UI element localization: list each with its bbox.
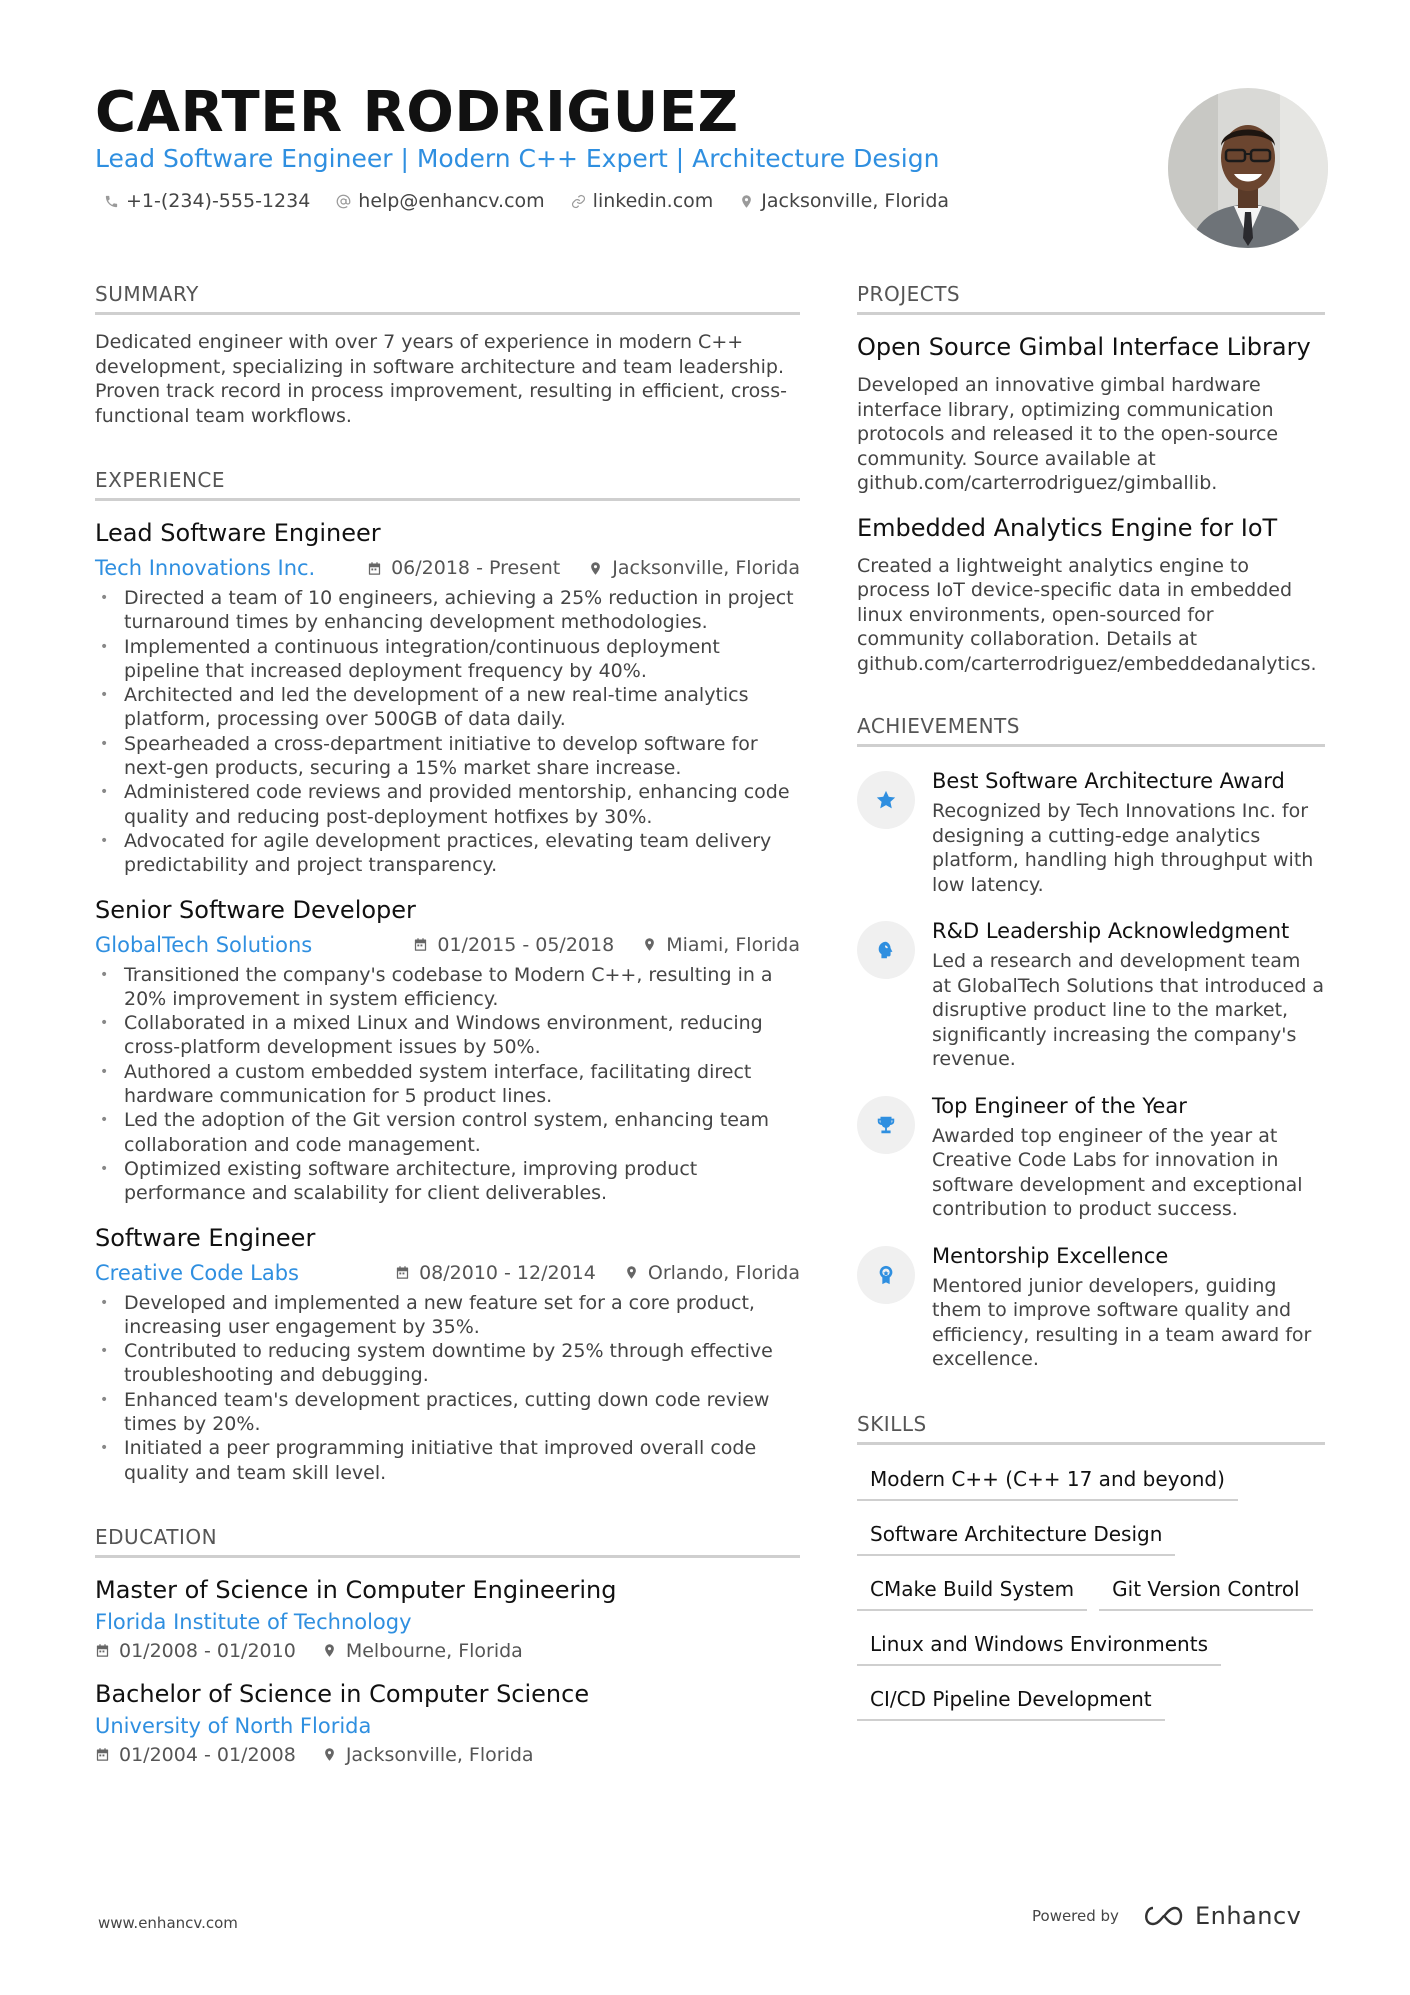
experience-list	[95, 519, 800, 1485]
achievement-entry	[857, 919, 1325, 1072]
job-title: Software Engineer	[95, 1223, 316, 1252]
experience-entry	[95, 519, 800, 878]
bullet-item: • Directed a team of 10 engineers, achieving a 25% reduction in project turnaround times by enhancing development methodologies.	[95, 586, 800, 635]
left-column	[95, 282, 800, 1766]
location-pin-icon	[588, 561, 603, 576]
degree-title: Bachelor of Science in Computer Science	[95, 1679, 590, 1708]
job-location	[624, 1262, 800, 1284]
skills-section	[857, 1412, 1325, 1734]
job-dates	[367, 557, 560, 579]
contact-bar	[104, 190, 975, 212]
dates-text: 06/2018 - Present	[391, 557, 561, 579]
job-bullets	[95, 586, 800, 878]
bullet-item: • Advocated for agile development practices, elevating team delivery predictability and project transparency.	[95, 829, 800, 878]
email-text: help@enhancv.com	[358, 190, 545, 212]
achievement-icon-badge	[857, 1246, 915, 1304]
star-icon	[875, 789, 897, 811]
bullet-item: • Administered code reviews and provided mentorship, enhancing code quality and reducing post-deployment hotfixes by 30%.	[95, 780, 800, 829]
calendar-icon	[367, 561, 382, 576]
location-text: Melbourne, Florida	[345, 1639, 523, 1662]
location-pin-icon	[739, 194, 754, 209]
skill-tag: CMake Build System	[857, 1569, 1087, 1611]
achievement-title: Mentorship Excellence	[932, 1243, 1169, 1268]
location-pin-icon	[322, 1643, 337, 1658]
calendar-icon	[395, 1265, 410, 1280]
summary-text: Dedicated engineer with over 7 years of experience in modern C++ development, specializing in software architecture and team leadership. Proven track record in process improvement, resulting in efficient, cross-functional team workflows.	[95, 331, 787, 427]
project-entry	[857, 333, 1325, 496]
achievement-entry	[857, 769, 1325, 897]
location-pin-icon	[624, 1265, 639, 1280]
project-description: Developed an innovative gimbal hardware interface library, optimizing communication protocols and released it to the open-source community. Source available at github.com/carterrodriguez/gimballib.	[857, 374, 1279, 494]
education-meta-row	[95, 1744, 800, 1766]
dates-text: 08/2010 - 12/2014	[419, 1261, 596, 1284]
achievement-body	[932, 1094, 1325, 1222]
skill-tag: Software Architecture Design	[857, 1514, 1175, 1556]
school-name[interactable]: University of North Florida	[95, 1713, 372, 1738]
summary-section	[95, 282, 800, 428]
job-location	[642, 934, 800, 956]
skills-heading: SKILLS	[857, 1412, 1325, 1445]
company-name[interactable]: GlobalTech Solutions	[95, 932, 313, 957]
experience-heading: EXPERIENCE	[95, 468, 800, 501]
bullet-item: • Implemented a continuous integration/continuous deployment pipeline that increased deployment frequency by 40%.	[95, 635, 800, 684]
job-meta-row	[95, 555, 800, 581]
education-section	[95, 1525, 800, 1766]
job-bullets	[95, 1291, 800, 1485]
education-heading: EDUCATION	[95, 1525, 800, 1558]
bullet-item: • Transitioned the company's codebase to Modern C++, resulting in a 20% improvement in system efficiency.	[95, 963, 800, 1012]
project-description: Created a lightweight analytics engine to process IoT device-specific data in embedded linux environments, open-sourced for community collaboration. Details at github.com/carterrodriguez/embeddedanalytics.	[857, 554, 1317, 675]
achievement-entry	[857, 1094, 1325, 1222]
job-title: Lead Software Engineer	[95, 519, 381, 547]
project-entry	[857, 514, 1325, 677]
dates-text: 01/2008 - 01/2010	[119, 1639, 296, 1662]
contact-phone[interactable]	[104, 190, 310, 212]
skill-tag: Git Version Control	[1099, 1569, 1312, 1611]
powered-by-text: Powered by	[1032, 1907, 1119, 1925]
brain-icon	[875, 939, 897, 961]
candidate-name: CARTER RODRIGUEZ	[95, 80, 739, 145]
bullet-item: • Spearheaded a cross-department initiative to develop software for next-gen products, securing a 15% market share increase.	[95, 732, 800, 781]
achievement-entry	[857, 1244, 1325, 1372]
dates-text: 01/2015 - 05/2018	[437, 933, 615, 956]
job-title: Senior Software Developer	[95, 895, 416, 924]
summary-heading: SUMMARY	[95, 282, 800, 315]
dates-text: 01/2004 - 01/2008	[119, 1743, 296, 1766]
bullet-item: • Collaborated in a mixed Linux and Windows environment, reducing cross-platform development issues by 50%.	[95, 1011, 800, 1060]
achievement-title: Best Software Architecture Award	[932, 769, 1285, 793]
contact-linkedin[interactable]	[571, 190, 714, 212]
profile-photo	[1168, 88, 1328, 248]
bullet-item: • Optimized existing software architecture, improving product performance and scalability for client deliverables.	[95, 1157, 800, 1206]
education-entry	[95, 1680, 800, 1766]
skills-list	[857, 1459, 1325, 1734]
location-pin-icon	[642, 937, 657, 952]
project-title: Embedded Analytics Engine for IoT	[857, 513, 1278, 542]
skill-tag: CI/CD Pipeline Development	[857, 1679, 1165, 1721]
bullet-item: • Contributed to reducing system downtime by 25% through effective troubleshooting and debugging.	[95, 1339, 800, 1388]
bullet-item: • Developed and implemented a new feature set for a core product, increasing user engagement by 35%.	[95, 1291, 800, 1340]
achievement-description: Mentored junior developers, guiding them to improve software quality and efficiency, resulting in a team award for excellence.	[932, 1274, 1312, 1370]
achievement-description: Led a research and development team at GlobalTech Solutions that introduced a disruptive product line to the market, significantly increasing the company's revenue.	[932, 950, 1325, 1070]
job-meta-row	[95, 932, 800, 958]
location-pin-icon	[322, 1747, 337, 1762]
experience-entry	[95, 896, 800, 1206]
achievement-title: R&D Leadership Acknowledgment	[932, 919, 1290, 943]
skill-tag: Modern C++ (C++ 17 and beyond)	[857, 1459, 1238, 1501]
project-title: Open Source Gimbal Interface Library	[857, 333, 1311, 361]
phone-icon	[104, 194, 119, 209]
enhancv-logo[interactable]	[1141, 1902, 1301, 1930]
experience-entry	[95, 1224, 800, 1485]
job-bullets	[95, 963, 800, 1206]
job-location	[588, 557, 800, 579]
phone-text: +1-(234)-555-1234	[126, 190, 311, 212]
achievements-section	[857, 714, 1325, 1372]
achievement-body	[932, 769, 1325, 897]
location-text: Jacksonville, Florida	[612, 557, 800, 579]
job-dates	[395, 1262, 596, 1284]
bullet-item: • Authored a custom embedded system interface, facilitating direct hardware communication for 5 product lines.	[95, 1060, 800, 1109]
calendar-icon	[95, 1747, 110, 1762]
job-dates	[413, 934, 614, 956]
education-dates	[95, 1640, 296, 1662]
bullet-item: • Initiated a peer programming initiative that improved overall code quality and team skill level.	[95, 1436, 800, 1485]
achievement-icon-badge	[857, 771, 915, 829]
bullet-item: • Enhanced team's development practices, cutting down code review times by 20%.	[95, 1388, 800, 1437]
location-text: Jacksonville, Florida	[345, 1743, 534, 1766]
link-icon	[571, 194, 586, 209]
education-dates	[95, 1744, 296, 1766]
education-list	[95, 1576, 800, 1766]
medal-icon	[875, 1264, 897, 1286]
at-icon	[336, 194, 351, 209]
projects-heading: PROJECTS	[857, 282, 1325, 315]
contact-email[interactable]	[336, 190, 544, 212]
brand-name: Enhancv	[1194, 1902, 1302, 1930]
education-meta-row	[95, 1640, 800, 1662]
contact-location	[739, 190, 949, 212]
footer-branding	[1032, 1902, 1301, 1930]
linkedin-text: linkedin.com	[592, 190, 714, 212]
education-entry	[95, 1576, 800, 1662]
bullet-item: • Architected and led the development of a new real-time analytics platform, processing over 500GB of data daily.	[95, 683, 800, 732]
bullet-item: • Led the adoption of the Git version control system, enhancing team collaboration and code management.	[95, 1108, 800, 1157]
education-location	[322, 1744, 534, 1766]
calendar-icon	[413, 937, 428, 952]
location-text: Miami, Florida	[666, 933, 800, 956]
achievement-body	[932, 1244, 1325, 1372]
location-text: Jacksonville, Florida	[761, 190, 950, 212]
education-location	[322, 1640, 523, 1662]
candidate-headline: Lead Software Engineer | Modern C++ Expert | Architecture Design	[95, 144, 940, 173]
achievement-description: Recognized by Tech Innovations Inc. for designing a cutting-edge analytics platform, handling high throughput with low latency.	[932, 800, 1314, 896]
achievements-heading: ACHIEVEMENTS	[857, 714, 1325, 747]
enhancv-logo-icon	[1141, 1904, 1187, 1928]
skill-tag: Linux and Windows Environments	[857, 1624, 1221, 1666]
location-text: Orlando, Florida	[647, 1261, 800, 1284]
right-column	[857, 282, 1325, 1734]
achievement-icon-badge	[857, 921, 915, 979]
projects-section	[857, 282, 1325, 676]
degree-title: Master of Science in Computer Engineering	[95, 1575, 617, 1604]
school-name[interactable]: Florida Institute of Technology	[95, 1609, 412, 1634]
achievement-title: Top Engineer of the Year	[932, 1093, 1187, 1118]
experience-section	[95, 468, 800, 1485]
achievement-icon-badge	[857, 1096, 915, 1154]
trophy-icon	[875, 1114, 897, 1136]
calendar-icon	[95, 1643, 110, 1658]
company-name[interactable]: Tech Innovations Inc.	[95, 556, 316, 580]
achievement-body	[932, 919, 1325, 1072]
achievements-list	[857, 769, 1325, 1372]
achievement-description: Awarded top engineer of the year at Creative Code Labs for innovation in software development and exceptional contribution to product success.	[932, 1124, 1303, 1220]
footer-website[interactable]: www.enhancv.com	[98, 1914, 238, 1932]
job-meta-row	[95, 1260, 800, 1286]
projects-list	[857, 333, 1325, 676]
company-name[interactable]: Creative Code Labs	[95, 1260, 299, 1285]
